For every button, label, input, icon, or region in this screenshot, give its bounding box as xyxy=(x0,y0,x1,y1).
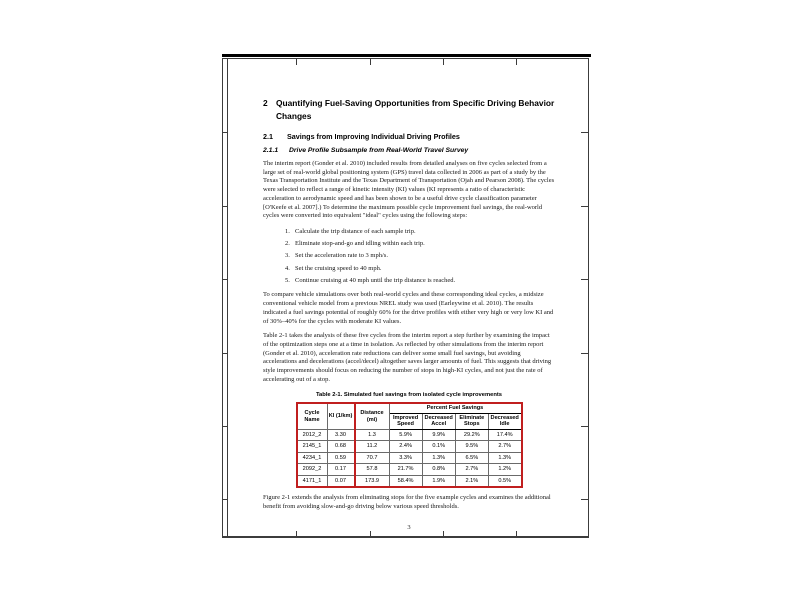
page-content xyxy=(263,97,555,531)
table-cell: 1.3% xyxy=(488,452,521,464)
table-cell: 2.1% xyxy=(455,475,488,487)
table-header xyxy=(297,403,522,429)
ruler-tick xyxy=(443,531,444,536)
table-cell: 1.2% xyxy=(488,464,521,476)
table-cell: 4234_1 xyxy=(297,452,328,464)
list-item: Set the cruising speed to 40 mph. xyxy=(295,264,382,272)
table-row xyxy=(297,475,522,487)
ruler-tick xyxy=(370,531,371,536)
ruler-tick xyxy=(581,206,588,207)
table-cell: 2145_1 xyxy=(297,441,328,453)
ruler-tick xyxy=(516,531,517,536)
table-row xyxy=(297,441,522,453)
paragraph-intro: The interim report (Gonder et al. 2010) included results from detailed analyses on five cycles selected from a large set of real-world global positioning system (GPS) travel data collected in 2006 as part of a study by the Texas Transportation Institute and the Texas Department of Transportation (Ojah and Pearson 2008). The cycles were selected to reflect a range of kinetic intensity (KI) values (KI represents a ratio of characteristic acceleration to aerodynamic speed and has been shown to be a useful drive cycle classification parameter [O'Keefe et al. 2007].) To determine the maximum possible cycle improvement fuel savings, the real-world cycles were converted into equivalent "ideal" cycles using the following steps: xyxy=(263,160,555,220)
column-header-ki: KI (1/km) xyxy=(327,403,355,429)
page-number: 3 xyxy=(407,523,411,531)
page-top-ruler-bar xyxy=(222,54,591,57)
ruler-tick xyxy=(516,59,517,65)
ruler-tick xyxy=(223,426,227,427)
table-cell: 0.59 xyxy=(327,452,355,464)
column-header-cycle-name: Cycle Name xyxy=(297,403,328,429)
column-group-header-percent-fuel-savings: Percent Fuel Savings xyxy=(389,403,522,413)
list-item: Calculate the trip distance of each sample trip. xyxy=(295,227,416,235)
table-cell: 0.1% xyxy=(422,441,455,453)
section-title: Savings from Improving Individual Driving Profiles xyxy=(287,132,460,141)
ruler-tick xyxy=(370,59,371,65)
ruler-tick xyxy=(223,279,227,280)
paragraph-simulation-results: To compare vehicle simulations over both real-world cycles and these corresponding ideal cycles, a midsize conventional vehicle model from a previous NREL study was used (Earleywine et al. 2010). The results indicated a fuel savings potential of roughly 60% for the drive profiles with either very high or very low KI and of 30%–40% for the cycles with moderate KI values. xyxy=(263,291,554,325)
table-cell: 2012_2 xyxy=(297,429,328,441)
column-header-eliminate-stops: Eliminate Stops xyxy=(455,413,488,429)
ruler-tick xyxy=(223,132,227,133)
table-cell: 57.8 xyxy=(355,464,390,476)
column-header-decreased-accel: Decreased Accel xyxy=(422,413,455,429)
ruler-tick xyxy=(443,59,444,65)
ruler-tick xyxy=(223,499,227,500)
ruler-tick xyxy=(296,531,297,536)
table-cell: 0.17 xyxy=(327,464,355,476)
paragraph-figure-reference: Figure 2-1 extends the analysis from eliminating stops for the five example cycles and examines the additional benefit from avoiding slow-and-go driving below various speed thresholds. xyxy=(263,494,551,510)
table-cell: 2.4% xyxy=(389,441,422,453)
table-cell: 3.3% xyxy=(389,452,422,464)
table-row xyxy=(297,429,522,441)
table-cell: 11.2 xyxy=(355,441,390,453)
page-frame xyxy=(222,58,589,538)
table-cell: 2.7% xyxy=(488,441,521,453)
table-caption: Table 2-1. Simulated fuel savings from isolated cycle improvements xyxy=(315,392,503,399)
table-cell: 1.9% xyxy=(422,475,455,487)
ruler-tick xyxy=(296,59,297,65)
list-item: Eliminate stop-and-go and idling within each trip. xyxy=(295,240,425,248)
table-row xyxy=(297,452,522,464)
table-cell: 9.5% xyxy=(455,441,488,453)
table-cell: 2.7% xyxy=(455,464,488,476)
chapter-heading xyxy=(263,97,555,122)
table-cell: 9.9% xyxy=(422,429,455,441)
chapter-title: Quantifying Fuel-Saving Opportunities from Specific Driving Behavior Changes xyxy=(276,98,555,121)
ruler-tick xyxy=(223,353,227,354)
table-cell: 4171_1 xyxy=(297,475,328,487)
subsection-heading xyxy=(263,146,555,155)
table-cell: 2092_2 xyxy=(297,464,328,476)
subsection-number: 2.1.1 xyxy=(263,147,279,154)
table-cell: 5.9% xyxy=(389,429,422,441)
section-number: 2.1 xyxy=(263,132,273,141)
table-cell: 0.8% xyxy=(422,464,455,476)
table-cell: 6.5% xyxy=(455,452,488,464)
table-cell: 1.3% xyxy=(422,452,455,464)
table-cell: 29.2% xyxy=(455,429,488,441)
paragraph-table-discussion: Table 2-1 takes the analysis of these five cycles from the interim report a step further by examining the impact of the optimization steps one at a time in isolation. As reflected by other simulations from the interim report (Gonder et al. 2010), acceleration rate reductions can deliver some small fuel savings, but avoiding accelerations and decelerations (accel/decel) altogether saves larger amounts of fuel. This suggests that driving style improvements should focus on reducing the number of stops in high-KI cycles, and not just the rate of accelerating out of a stop. xyxy=(263,332,552,383)
table-body xyxy=(297,429,522,487)
ruler-tick xyxy=(581,279,588,280)
chapter-number: 2 xyxy=(263,98,268,108)
column-header-improved-speed: Improved Speed xyxy=(389,413,422,429)
fuel-savings-table xyxy=(296,402,523,488)
ideal-cycle-steps-list xyxy=(263,228,555,286)
table-cell: 0.07 xyxy=(327,475,355,487)
page-left-margin-line xyxy=(227,59,228,536)
column-header-distance: Distance (mi) xyxy=(355,403,390,429)
list-item: Set the acceleration rate to 3 mph/s. xyxy=(295,252,388,260)
table-cell: 3.30 xyxy=(327,429,355,441)
list-item: Continue cruising at 40 mph until the trip distance is reached. xyxy=(295,276,456,284)
ruler-tick xyxy=(581,132,588,133)
section-heading xyxy=(263,132,555,141)
table-cell: 0.5% xyxy=(488,475,521,487)
table-cell: 58.4% xyxy=(389,475,422,487)
ruler-tick xyxy=(581,499,588,500)
table-row xyxy=(297,464,522,476)
table-cell: 21.7% xyxy=(389,464,422,476)
table-cell: 173.9 xyxy=(355,475,390,487)
subsection-title: Drive Profile Subsample from Real-World Travel Survey xyxy=(289,147,469,154)
ruler-tick xyxy=(223,206,227,207)
table-cell: 17.4% xyxy=(488,429,521,441)
table-cell: 0.68 xyxy=(327,441,355,453)
table-cell: 70.7 xyxy=(355,452,390,464)
column-header-decreased-idle: Decreased Idle xyxy=(488,413,521,429)
ruler-tick xyxy=(581,426,588,427)
ruler-tick xyxy=(581,353,588,354)
table-cell: 1.3 xyxy=(355,429,390,441)
